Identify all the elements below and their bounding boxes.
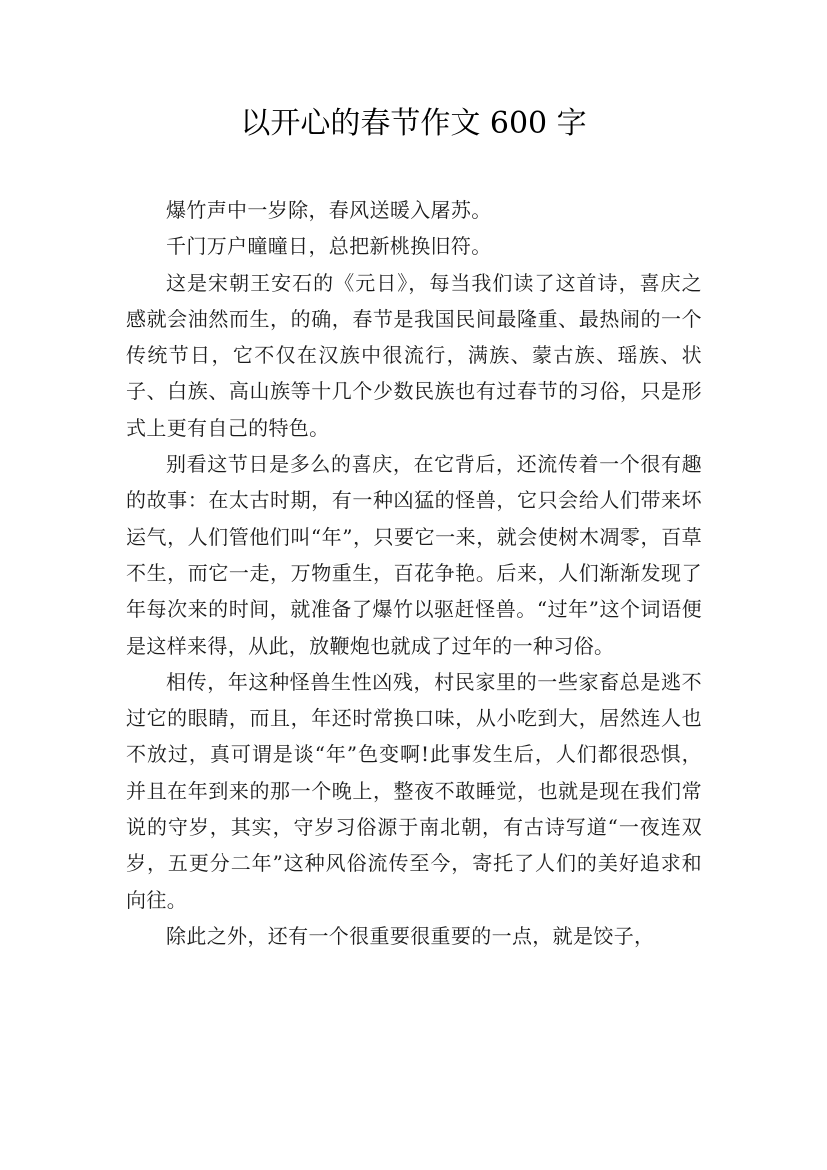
paragraph-shousui: 相传，年这种怪兽生性凶残，村民家里的一些家畜总是逃不过它的眼睛，而且，年还时常换口味，从小吃到大，居然连人也不放过，真可谓是谈“年”色变啊!此事发生后，人们都很恐惧，并且在年到来的那一个晚上，整夜不敢睡觉，也就是现在我们常说的守岁，其实，守岁习俗源于南北朝，有古诗写道“一夜连双岁，五更分二年”这种风俗流传至今，寄托了人们的美好追求和向往。 [126,669,702,912]
paragraph-poem-line-1: 爆竹声中一岁除，春风送暖入屠苏。 [166,198,492,222]
document-title: 以开心的春节作文 600 字 [240,106,587,141]
paragraph-poem-line-2: 千门万户曈曈日，总把新桃换旧符。 [166,234,492,259]
paragraph-legend: 别看这节日是多么的喜庆，在它背后，还流传着一个很有趣的故事：在太古时期，有一种凶猛的怪兽，它只会给人们带来坏运气，人们管他们叫“年”，只要它一来，就会使树木凋零，百草不生，而它一走，万物重生，百花争艳。后来，人们渐渐发现了年每次来的时间，就准备了爆竹以驱赶怪兽。“过年”这个词语便是这样来得，从此，放鞭炮也就成了过年的一种习俗。 [126,452,702,658]
document-body [126,192,702,954]
paragraph-intro: 这是宋朝王安石的《元日》，每当我们读了这首诗，喜庆之感就会油然而生，的确，春节是我国民间最隆重、最热闹的一个传统节日，它不仅在汉族中很流行，满族、蒙古族、瑶族、状子、白族、高山族等十几个少数民族也有过春节的习俗，只是形式上更有自己的特色。 [126,270,702,440]
paragraph-dumplings: 除此之外，还有一个很重要很重要的一点，就是饺子， [166,923,655,948]
